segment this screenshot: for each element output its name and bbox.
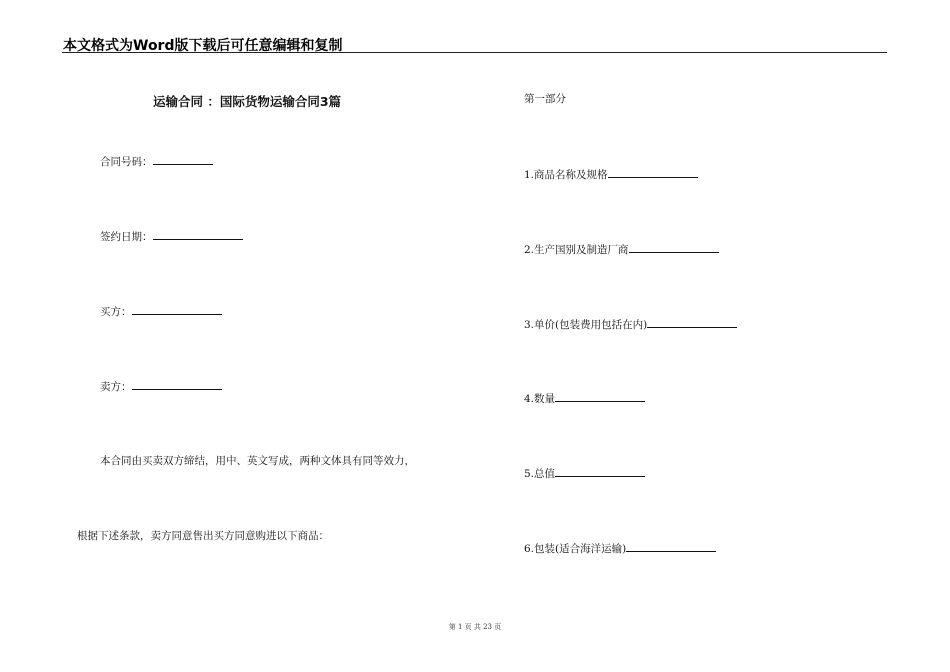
item-blank	[626, 541, 716, 552]
seller-line	[100, 379, 222, 394]
item-blank	[555, 466, 645, 477]
terms-paragraph: 根据下述条款，卖方同意售出买方同意购进以下商品：	[77, 530, 329, 542]
item-line	[524, 167, 698, 182]
item-label: 2.生产国别及制造厂商	[524, 244, 629, 256]
seller-label: 卖方：	[100, 381, 132, 393]
document-title: 运输合同 ：国际货物运输合同3篇	[153, 94, 342, 109]
contract-number-blank	[153, 154, 213, 165]
signing-date-line	[100, 229, 243, 244]
item-label: 5.总值	[524, 468, 556, 480]
item-blank	[608, 167, 698, 178]
page-number: 第 1 页 共 23 页	[448, 623, 502, 631]
item-line	[524, 242, 719, 257]
contract-number-label: 合同号码：	[100, 156, 153, 168]
item-blank	[555, 391, 645, 402]
item-line	[524, 317, 737, 332]
buyer-label: 买方：	[100, 306, 132, 318]
seller-blank	[132, 379, 222, 390]
item-blank	[629, 242, 719, 253]
document-header: 本文格式为Word版下载后可任意编辑和复制	[63, 38, 343, 54]
section-title: 第一部分	[524, 93, 566, 105]
item-label: 6.包装(适合海洋运输)	[524, 543, 627, 555]
item-line	[524, 391, 645, 406]
contract-number-line	[100, 154, 213, 169]
signing-date-blank	[153, 229, 243, 240]
header-divider	[62, 52, 887, 53]
item-label: 4.数量	[524, 393, 556, 405]
buyer-blank	[132, 304, 222, 315]
buyer-line	[100, 304, 222, 319]
intro-paragraph: 本合同由买卖双方缔结，用中、英文写成，两种文体具有同等效力，	[100, 455, 415, 467]
item-blank	[647, 317, 737, 328]
item-line	[524, 541, 716, 556]
item-label: 1.商品名称及规格	[524, 169, 608, 181]
item-line	[524, 466, 645, 481]
signing-date-label: 签约日期：	[100, 231, 153, 243]
item-label: 3.单价(包装费用包括在内)	[524, 319, 648, 331]
